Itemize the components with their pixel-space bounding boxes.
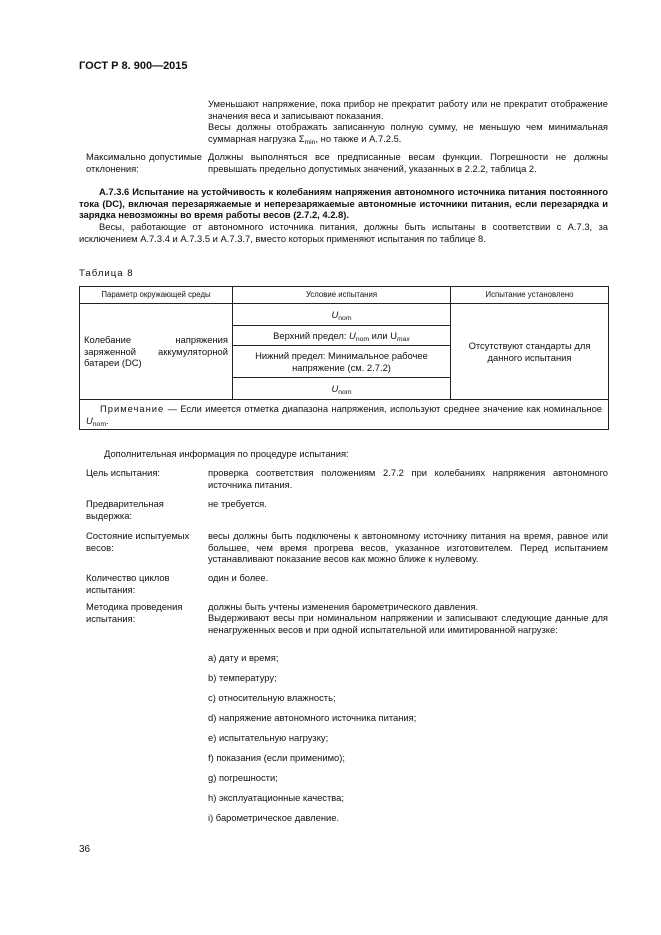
table-8 <box>79 286 609 430</box>
note-text: — Если имеется отметка диапазона напряжения, используют среднее значение как номинальное <box>164 403 602 414</box>
list-item: i) барометрическое давление. <box>208 812 340 823</box>
table-cell-condition-2: Верхний предел: $U_{nom}$ или $U_{max}$ <box>233 326 451 346</box>
info-label-goal: Цель испытания: <box>86 467 161 478</box>
table-header-param: Параметр окружающей среды <box>80 287 233 304</box>
info-text-method-extra: Выдерживают весы при номинальном напряжении и записывают следующие данные для ненагруженных весов и при одной испытательной или имитированной нагрузке: <box>208 612 608 635</box>
info-text-state: весы должны быть подключены к автономному источнику питания на время, равное или большее, чем время прогрева весов, указанное изготовителем. Перед испытанием устанавливают показание весов как можно ближе к нулевому. <box>208 530 608 565</box>
table-cell-param: Колебание напряжения заряженной аккумуляторной батареи (DC) <box>80 304 233 400</box>
info-text-cycles: один и более. <box>208 572 269 583</box>
info-label-state: Состояние испытуемых весов: <box>86 530 190 553</box>
page-number: 36 <box>79 844 91 855</box>
list-item: а) дату и время; <box>208 652 279 663</box>
list-item: g) погрешности; <box>208 772 278 783</box>
list-item: е) испытательную нагрузку; <box>208 732 329 743</box>
table-cell-condition-4: $U_{nom}$ <box>233 378 451 400</box>
paragraph-reduce-voltage: Уменьшают напряжение, пока прибор не прекратит работу или не прекратит отображение значения веса и записывают показания. <box>208 98 608 121</box>
list-item: b) температуру; <box>208 672 277 683</box>
list-item: h) эксплуатационные качества; <box>208 792 344 803</box>
info-label-cycles: Количество циклов испытания: <box>86 572 170 595</box>
document-header: ГОСТ Р 8. 900—2015 <box>79 60 188 72</box>
section-paragraph: Весы, работающие от автономного источника питания, должны быть испытаны в соответствии с А.7.3, за исключением А.7.3.4 и А.7.3.5 и А.7.3.7, вместо которых применяют испытания по таблице 8. <box>79 221 608 244</box>
table-header-established: Испытание установлено <box>451 287 609 304</box>
info-text-goal: проверка соответствия положениям 2.7.2 при колебаниях напряжения автономного источника питания. <box>208 467 608 490</box>
info-text-method: должны быть учтены изменения барометрического давления. <box>208 601 479 612</box>
sum-text-a: Весы должны отображать записанную полную сумму, не меньшую чем минимальная суммарная нагрузка Σ <box>208 121 608 144</box>
info-intro: Дополнительная информация по процедуре испытания: <box>104 448 349 459</box>
list-item: с) относительную влажность; <box>208 692 336 703</box>
table-cell-condition-1: $U_{nom}$ <box>233 304 451 326</box>
table-caption: Таблица 8 <box>79 268 134 279</box>
table-note: Примечание — Если имеется отметка диапазона напряжения, используют среднее значение как номинальное $U_{nom}$. <box>80 400 609 430</box>
section-heading-a736: А.7.3.6 Испытание на устойчивость к колебаниям напряжения автономного источника питания постоянного тока (DC), включая перезаряжаемые и неперезаряжаемые автономные источники питания, если перезарядка и зарядка невозможны во время работы весов (2.7.2, 4.2.8). <box>79 186 608 221</box>
info-label-preconditioning: Предварительная выдержка: <box>86 498 164 521</box>
text-max-deviations: Должны выполняться все предписанные весам функции. Погрешности не должны превышать предельно допустимых значений, указанных в 2.2.2, таблица 2. <box>208 151 608 174</box>
table-header-condition: Условие испытания <box>233 287 451 304</box>
label-max-deviations: Максимально допустимые отклонения: <box>86 151 202 174</box>
note-label: Примечание <box>100 403 165 414</box>
sum-subscript: min <box>304 138 316 146</box>
list-item: d) напряжение автономного источника питания; <box>208 712 417 723</box>
paragraph-sum-display <box>208 121 608 144</box>
table-cell-result: Отсутствуют стандарты для данного испытания <box>451 304 609 400</box>
sum-text-b: , но также и А.7.2.5. <box>315 132 402 144</box>
list-item: f) показания (если применимо); <box>208 752 345 763</box>
info-label-method: Методика проведения испытания: <box>86 601 183 624</box>
info-text-preconditioning: не требуется. <box>208 498 267 509</box>
table-cell-condition-3: Нижний предел: Минимальное рабочее напряжение (см. 2.7.2) <box>233 346 451 378</box>
